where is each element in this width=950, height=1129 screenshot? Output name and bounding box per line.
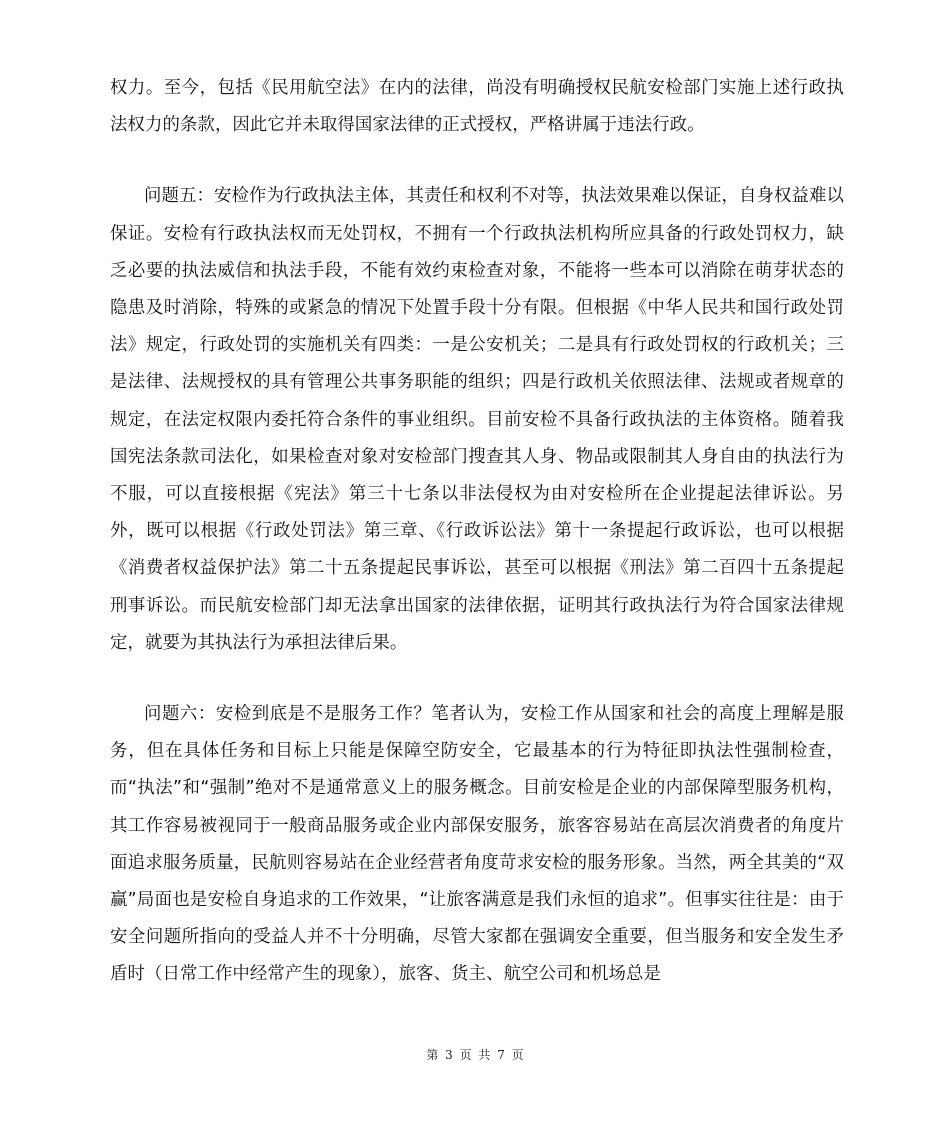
paragraph-gap	[110, 144, 844, 178]
paragraph-issue-six: 问题六：安检到底是不是服务工作？笔者认为，安检工作从国家和社会的高度上理解是服务，但在具体任务和目标上只能是保障空防安全，它最基本的行为特征即执法性强制检查，而“执法”和“强制”绝对不是通常意义上的服务概念。目前安检是企业的内部保障型服务机构，其工作容易被视同于一般商品服务或企业内部保安服务，旅客容易站在高层次消费者的角度片面追求服务质量，民航则容易站在企业经营者角度苛求安检的服务形象。当然，两全其美的“双赢”局面也是安检自身追求的工作效果，“让旅客满意是我们永恒的追求”。但事实往往是：由于安全问题所指向的受益人并不十分明确，尽管大家都在强调安全重要，但当服务和安全发生矛盾时（日常工作中经常产生的现象），旅客、货主、航空公司和机场总是	[110, 704, 844, 985]
document-body	[110, 70, 844, 994]
paragraph-gap	[110, 662, 844, 696]
page-footer: 第 3 页 共 7 页	[426, 1048, 524, 1062]
paragraph-continuation: 权力。至今，包括《民用航空法》在内的法律，尚没有明确授权民航安检部门实施上述行政执法权力的条款，因此它并未取得国家法律的正式授权，严格讲属于违法行政。	[110, 78, 844, 136]
paragraph-issue-five: 问题五：安检作为行政执法主体，其责任和权利不对等，执法效果难以保证，自身权益难以保证。安检有行政执法权而无处罚权，不拥有一个行政执法机构所应具备的行政处罚权力，缺乏必要的执法威信和执法手段，不能有效约束检查对象，不能将一些本可以消除在萌芽状态的隐患及时消除，特殊的或紧急的情况下处置手段十分有限。但根据《中华人民共和国行政处罚法》规定，行政处罚的实施机关有四类：一是公安机关；二是具有行政处罚权的行政机关；三是法律、法规授权的具有管理公共事务职能的组织；四是行政机关依照法律、法规或者规章的规定，在法定权限内委托符合条件的事业组织。目前安检不具备行政执法的主体资格。随着我国宪法条款司法化，如果检查对象对安检部门搜查其人身、物品或限制其人身自由的执法行为不服，可以直接根据《宪法》第三十七条以非法侵权为由对安检所在企业提起法律诉讼。另外，既可以根据《行政处罚法》第三章、《行政诉讼法》第十一条提起行政诉讼，也可以根据《消费者权益保护法》第二十五条提起民事诉讼，甚至可以根据《刑法》第二百四十五条提起刑事诉讼。而民航安检部门却无法拿出国家的法律依据，证明其行政执法行为符合国家法律规定，就要为其执法行为承担法律后果。	[110, 186, 844, 653]
